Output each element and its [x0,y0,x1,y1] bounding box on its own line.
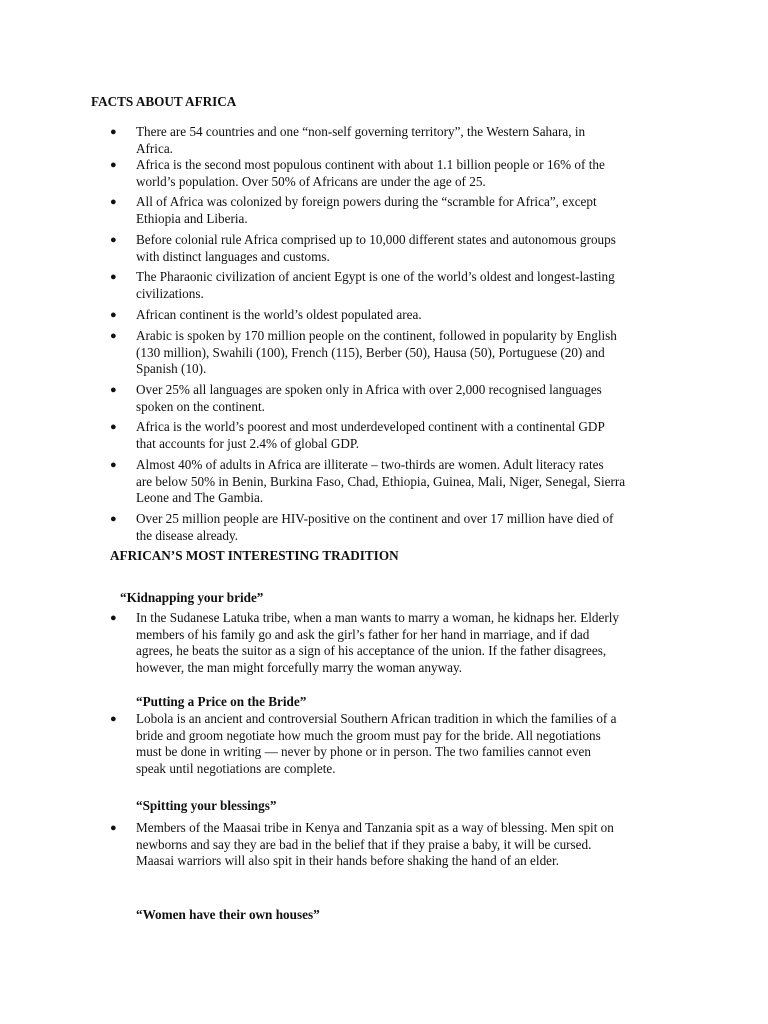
bullet-icon: ● [110,309,117,321]
tradition-title: “Kidnapping your bride” [120,590,264,605]
bullet-line: however, the man might forcefully marry the woman anyway. [136,659,462,675]
bullet-line: Lobola is an ancient and controversial Southern African tradition in which the families of a [136,711,617,726]
bullet-icon: ● [110,271,117,283]
bullet-line: Africa. [136,140,173,156]
tradition-title: “Women have their own houses” [136,907,320,922]
bullet-line: bride and groom negotiate how much the groom must pay for the bride. All negotiations [136,727,601,743]
bullet-line: African continent is the world’s oldest populated area. [136,307,422,322]
bullet-icon: ● [110,126,117,138]
bullet-line: All of Africa was colonized by foreign powers during the “scramble for Africa”, except [136,194,597,209]
bullet-line: Leone and The Gambia. [136,490,264,506]
bullet-line: speak until negotiations are complete. [136,760,336,776]
bullet-icon: ● [110,612,117,624]
bullet-line: There are 54 countries and one “non-self governing territory”, the Western Sahara, in [136,124,586,139]
bullet-icon: ● [110,384,117,396]
bullet-line: Arabic is spoken by 170 million people on the continent, followed in popularity by English [136,328,617,343]
bullet-line: Members of the Maasai tribe in Kenya and Tanzania spit as a way of blessing. Men spit on [136,820,614,835]
bullet-icon: ● [110,196,117,208]
bullet-line: civilizations. [136,285,204,301]
bullet-icon: ● [110,459,117,471]
bullet-icon: ● [110,421,117,433]
bullet-line: Africa is the world’s poorest and most underdeveloped continent with a continental GDP [136,419,605,434]
bullet-line: newborns and say they are bad in the belief that if they praise a baby, it will be cursed. [136,836,592,852]
bullet-line: In the Sudanese Latuka tribe, when a man wants to marry a woman, he kidnaps her. Elderly [136,610,620,625]
bullet-line: Over 25 million people are HIV-positive on the continent and over 17 million have died of [136,511,614,526]
bullet-icon: ● [110,713,117,725]
bullet-line: with distinct languages and customs. [136,248,330,264]
bullet-icon: ● [110,234,117,246]
bullet-line: Almost 40% of adults in Africa are illiterate – two-thirds are women. Adult literacy rates [136,457,604,472]
bullet-line: (130 million), Swahili (100), French (115), Berber (50), Hausa (50), Portuguese (20) and [136,344,605,360]
tradition-title: “Spitting your blessings” [136,798,277,813]
bullet-line: agrees, he beats the suitor as a sign of his acceptance of the union. If the father disagrees, [136,643,607,659]
bullet-line: that accounts for just 2.4% of global GDP. [136,435,360,451]
tradition-title: “Putting a Price on the Bride” [136,694,307,709]
bullet-line: must be done in writing — never by phone or in person. The two families cannot even [136,744,591,760]
bullet-line: the disease already. [136,527,239,543]
bullet-icon: ● [110,513,117,525]
section-title-traditions: AFRICAN’S MOST INTERESTING TRADITION [110,548,399,563]
bullet-line: Spanish (10). [136,361,207,377]
bullet-line: Maasai warriors will also spit in their hands before shaking the hand of an elder. [136,853,559,869]
bullet-line: Before colonial rule Africa comprised up to 10,000 different states and autonomous groups [136,232,616,247]
bullet-line: world’s population. Over 50% of Africans are under the age of 25. [136,173,486,189]
bullet-line: are below 50% in Benin, Burkina Faso, Chad, Ethiopia, Guinea, Mali, Niger, Senegal, Sierra [136,473,626,489]
bullet-icon: ● [110,330,117,342]
bullet-icon: ● [110,822,117,834]
section-title-facts: FACTS ABOUT AFRICA [91,94,237,109]
bullet-icon: ● [110,159,117,171]
bullet-line: The Pharaonic civilization of ancient Egypt is one of the world’s oldest and longest-lasting [136,269,615,284]
bullet-line: Ethiopia and Liberia. [136,210,248,226]
bullet-line: spoken on the continent. [136,398,265,414]
bullet-line: members of his family go and ask the girl’s father for her hand in marriage, and if dad [136,626,590,642]
bullet-line: Africa is the second most populous continent with about 1.1 billion people or 16% of the [136,157,605,172]
bullet-line: Over 25% all languages are spoken only in Africa with over 2,000 recognised languages [136,382,602,397]
